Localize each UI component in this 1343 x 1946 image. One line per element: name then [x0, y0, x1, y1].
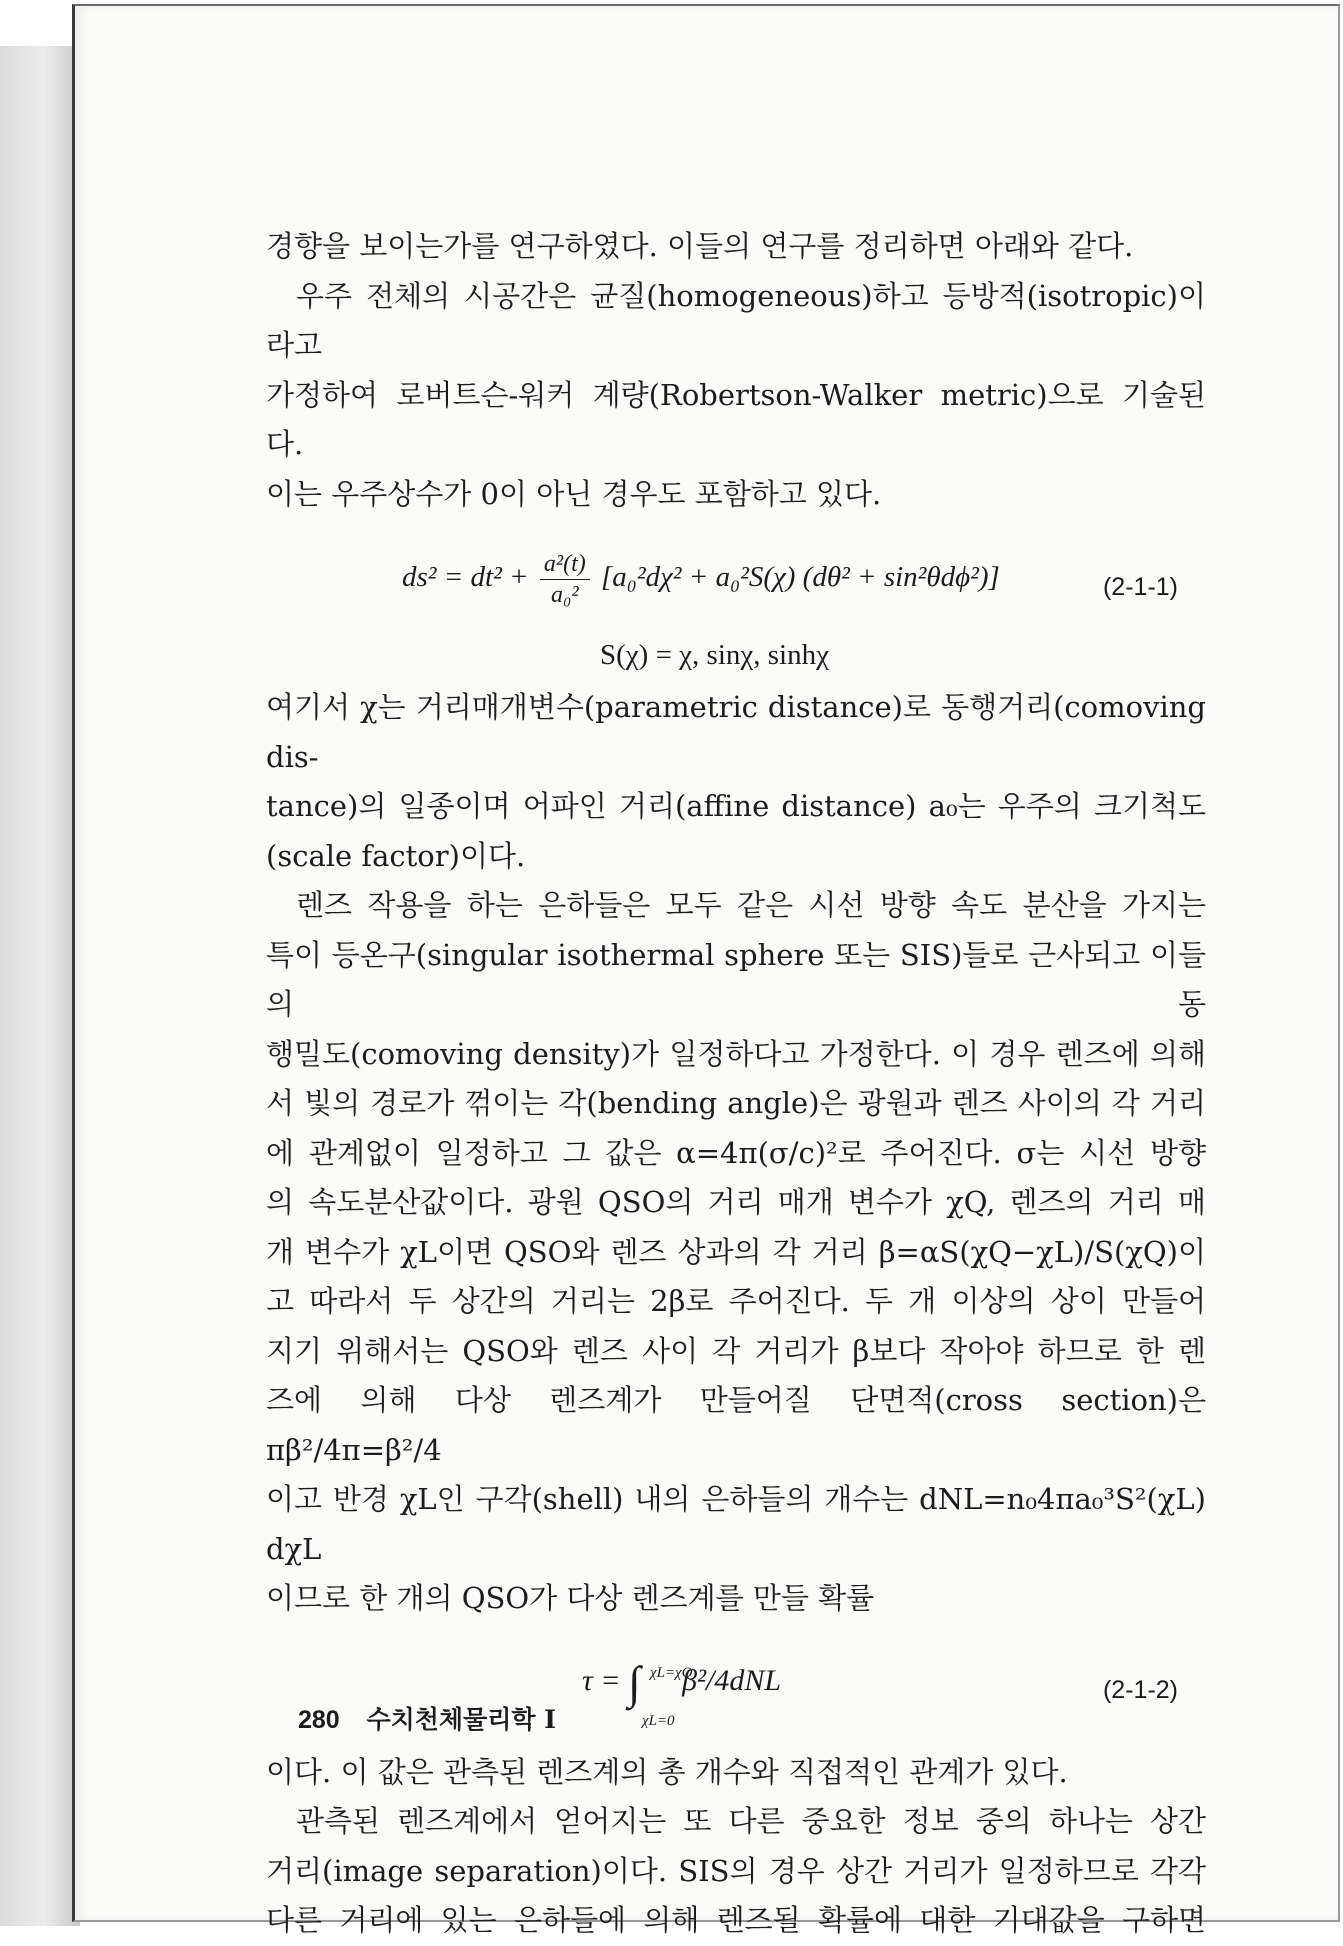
book-title: 수치천체물리학 Ⅰ — [366, 1705, 556, 1734]
paragraph-lens-line: 행밀도(comoving density)가 일정하다고 가정한다. 이 경우 렌즈에 의해 — [266, 1036, 1206, 1071]
paragraph-lens-line: 렌즈 작용을 하는 은하들은 모두 같은 시선 방향 속도 분산을 가지는 — [296, 888, 1206, 922]
equation-bracket-term: [a₀²dχ² + a₀²S(χ) (dθ² + sin²θdϕ²)] — [600, 561, 1000, 594]
fraction-denominator: a₀² — [551, 582, 579, 608]
equation-number: (2-1-1) — [1102, 573, 1178, 601]
paragraph-variables-line: (scale factor)이다. — [266, 838, 526, 873]
equation-2-1-1 — [266, 527, 1206, 677]
paragraph-lens-line: 지기 위해서는 QSO와 렌즈 사이 각 거리가 β보다 작아야 하므로 한 렌 — [266, 1333, 1206, 1368]
paragraph-value: 이다. 이 값은 관측된 렌즈계의 총 개수와 직접적인 관계가 있다. — [266, 1754, 1068, 1789]
paragraph-lens-line: 이므로 한 개의 QSO가 다상 렌즈계를 만들 확률 — [266, 1581, 875, 1615]
page-number: 280 — [298, 1706, 340, 1734]
paragraph-lens-line: 고 따라서 두 상간의 거리는 2β로 주어진다. 두 개 이상의 상이 만들어 — [266, 1284, 1206, 1318]
equation-fraction — [540, 549, 590, 610]
paragraph-variables-line: 여기서 χ는 거리매개변수(parametric distance)로 동행거리(comoving dis- — [266, 690, 1206, 774]
paragraph-lens-line: 개 변수가 χL이면 QSO와 렌즈 상과의 각 거리 β=αS(χQ−χL)/S(χQ)이 — [266, 1234, 1206, 1269]
paragraph-lens-line: 특이 등온구(singular isothermal sphere 또는 SIS)들로 근사되고 이들의 동 — [266, 937, 1206, 1021]
paragraph-separation-line: 다른 거리에 있는 은하들에 의해 렌즈될 확률에 대한 기대값을 구하면 — [266, 1903, 1206, 1937]
paragraph-lens-line: 의 속도분산값이다. 광원 QSO의 거리 매개 변수가 χQ, 렌즈의 거리 매 — [266, 1185, 1206, 1219]
equation-number: (2-1-2) — [1102, 1675, 1178, 1704]
paragraph-lens-line: 이고 반경 χL인 구각(shell) 내의 은하들의 개수는 dNL=n₀4πa₀³S²(χL) dχL — [266, 1482, 1206, 1566]
paragraph-metric-line: 이는 우주상수가 0이 아닌 경우도 포함하고 있다. — [266, 476, 882, 511]
paragraph-variables-line: tance)의 일종이며 어파인 거리(affine distance) a₀는 우주의 크기척도 — [266, 789, 1206, 823]
equation-sub-line: S(χ) = χ, sinχ, sinhχ — [600, 639, 829, 671]
paragraph-lens-line: 에 관계없이 일정하고 그 값은 α=4π(σ/c)²로 주어진다. σ는 시선 방향 — [266, 1135, 1206, 1170]
paragraph-intro: 경향을 보이는가를 연구하였다. 이들의 연구를 정리하면 아래와 같다. — [266, 229, 1134, 263]
paragraph-lens-line: 서 빛의 경로가 꺾이는 각(bending angle)은 광원과 렌즈 사이의 각 거리 — [266, 1086, 1206, 1120]
paragraph-metric-line: 우주 전체의 시공간은 균질(homogeneous)하고 등방적(isotropic)이라고 — [266, 278, 1206, 362]
paragraph-lens-line: 즈에 의해 다상 렌즈계가 만들어질 단면적(cross section)은 πβ²/4π=β²/4 — [266, 1383, 1206, 1467]
equation-main-line — [582, 1656, 782, 1729]
page-body — [266, 222, 1206, 1946]
equation-lhs: τ = — [582, 1663, 621, 1697]
fraction-numerator: a²(t) — [540, 549, 590, 580]
integral-upper-limit: χL=χQ — [649, 1664, 693, 1681]
equation-main-line — [402, 549, 1000, 610]
integral-sign-icon: ∫ χL=χQ χL=0 — [628, 1657, 641, 1708]
paragraph-separation-line: 거리(image separation)이다. SIS의 경우 상간 거리가 일정하므로 각각 — [266, 1853, 1206, 1888]
paragraph-metric-line: 가정하여 로버트슨-워커 계량(Robertson-Walker metric)으로 기술된다. — [266, 377, 1206, 461]
equation-lhs: ds² = dt² + — [402, 561, 529, 594]
paragraph-separation-line: 관측된 렌즈계에서 얻어지는 또 다른 중요한 정보 중의 하나는 상간 — [296, 1804, 1206, 1838]
page-footer — [298, 1700, 556, 1736]
integral-lower-limit: χL=0 — [641, 1712, 675, 1729]
book-side-edge — [0, 0, 80, 1926]
equation-integrand: β²/4dNL — [682, 1663, 782, 1697]
